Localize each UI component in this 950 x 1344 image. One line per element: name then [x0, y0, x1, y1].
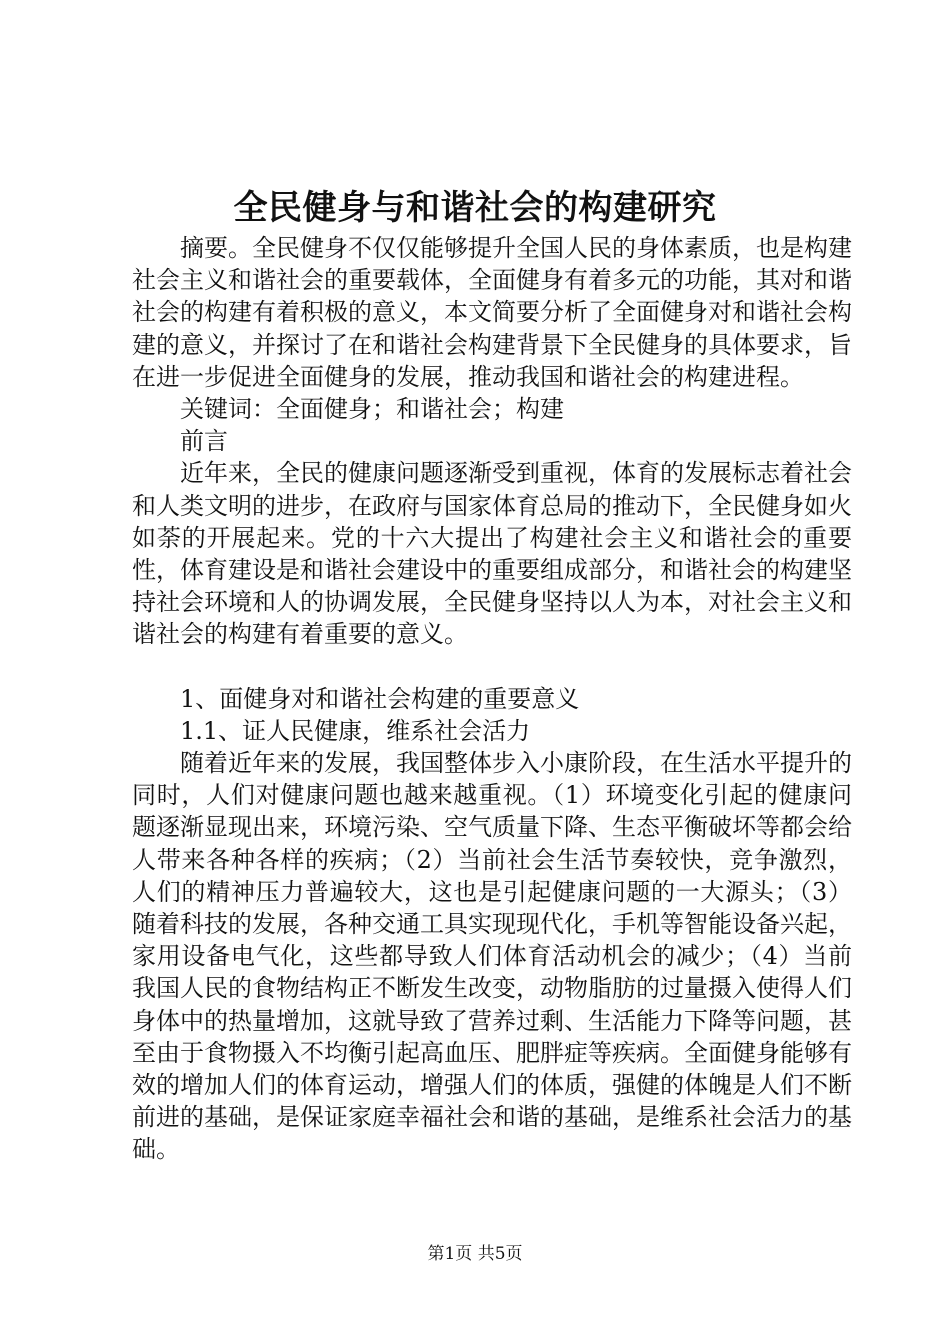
keywords-line: 关键词：全面健身；和谐社会；构建	[180, 395, 564, 424]
page-title: 全民健身与和谐社会的构建研究	[233, 188, 717, 228]
section-heading-1: 1、面健身对和谐社会构建的重要意义	[180, 684, 580, 713]
document-body	[132, 232, 852, 1166]
preface-heading: 前言	[180, 427, 228, 456]
abstract-paragraph: 摘要。全民健身不仅仅能够提升全国人民的身体素质，也是构建社会主义和谐社会的重要载体，全面健身有着多元的功能，其对和谐社会的构建有着积极的意义，本文简要分析了全面健身对和谐社会构建的意义，并探讨了在和谐社会构建背景下全民健身的具体要求，旨在进一步促进全面健身的发展，推动我国和谐社会的构建进程。	[132, 234, 852, 391]
body-paragraph: 随着近年来的发展，我国整体步入小康阶段，在生活水平提升的同时，人们对健康问题也越来越重视。（1）环境变化引起的健康问题逐渐显现出来，环境污染、空气质量下降、生态平衡破坏等都会给人带来各种各样的疾病；（2）当前社会生活节奏较快，竞争激烈，人们的精神压力普遍较大，这也是引起健康问题的一大源头；（3）随着科技的发展，各种交通工具实现现代化，手机等智能设备兴起，家用设备电气化，这些都导致人们体育活动机会的减少；（4）当前我国人民的食物结构正不断发生改变，动物脂肪的过量摄入使得人们身体中的热量增加，这就导致了营养过剩、生活能力下降等问题，甚至由于食物摄入不均衡引起高血压、肥胖症等疾病。全面健身能够有效的增加人们的体育运动，增强人们的体质，强健的体魄是人们不断前进的基础，是保证家庭幸福社会和谐的基础，是维系社会活力的基础。	[132, 749, 852, 1164]
subsection-heading-1-1: 1.1、证人民健康，维系社会活力	[180, 716, 531, 745]
preface-paragraph: 近年来，全民的健康问题逐渐受到重视，体育的发展标志着社会和人类文明的进步，在政府与国家体育总局的推动下，全民健身如火如荼的开展起来。党的十六大提出了构建社会主义和谐社会的重要性，体育建设是和谐社会建设中的重要组成部分，和谐社会的构建坚持社会环境和人的协调发展，全民健身坚持以人为本，对社会主义和谐社会的构建有着重要的意义。	[132, 459, 852, 649]
page-footer: 第1页 共5页	[427, 1244, 523, 1264]
